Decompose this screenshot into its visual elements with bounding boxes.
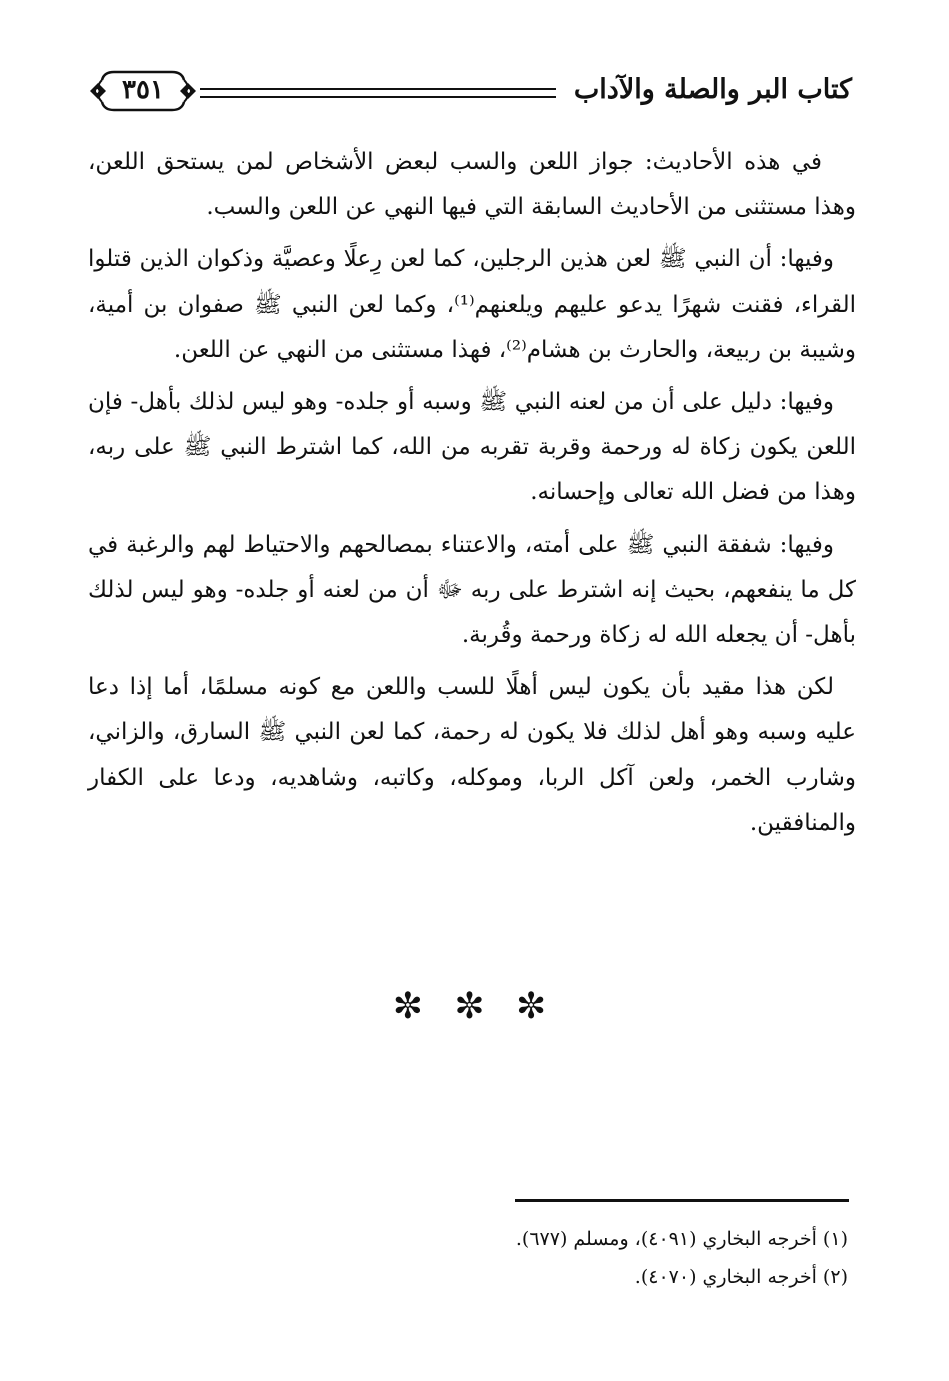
paragraph: لكن هذا مقيد بأن يكون ليس أهلًا للسب واللعن مع كونه مسلمًا، أما إذا دعا عليه وسبه وهو أهل لذلك فلا يكون له رحمة، كما لعن النبي ﷺ السارق، والزاني، وشارب الخمر، ولعن آكل الربا، وموكله، وكاتبه، وشاهديه، ودعا على الكفار والمنافقين. [88, 674, 856, 836]
paragraph: وفيها: شفقة النبي ﷺ على أمته، والاعتناء بمصالحهم والاحتياط لهم والرغبة في كل ما ينفعهم، بحيث إنه اشترط على ربه ﷻ أن من لعنه أو جلده- وهو ليس لذلك بأهل- أن يجعله الله له زكاة ورحمة وقُربة. [88, 531, 856, 649]
paragraph: في هذه الأحاديث: جواز اللعن والسب لبعض الأشخاص لمن يستحق اللعن، وهذا مستثنى من الأحاديث السابقة التي فيها النهي عن اللعن والسب. [88, 149, 856, 221]
page-number: ٣٥١ [122, 75, 164, 105]
page-number-frame [88, 64, 198, 118]
footnote: (٢) أخرجه البخاري (٤٠٧٠). [634, 1266, 848, 1288]
footnotes [88, 1220, 848, 1296]
book-title: كتاب البر والصلة والآداب [573, 74, 852, 105]
paragraph: وفيها: أن النبي ﷺ لعن هذين الرجلين، كما لعن رِعلًا وعصيَّة وذكوان الذين قتلوا القراء، فقنت شهرًا يدعو عليهم ويلعنهم⁽¹⁾، وكما لعن النبي ﷺ صفوان بن أمية، وشيبة بن ربيعة، والحارث بن هشام⁽²⁾، فهذا مستثنى من النهي عن اللعن. [88, 246, 856, 363]
main-text [88, 140, 856, 853]
paragraph: وفيها: دليل على أن من لعنه النبي ﷺ وسبه أو جلده- وهو ليس لذلك بأهل- فإن اللعن يكون زكاة له ورحمة وقربة تقربه من الله، كما اشترط النبي ﷺ على ربه، وهذا من فضل الله تعالى وإحسانه. [88, 389, 856, 506]
section-separator: ✼ ✼ ✼ [392, 986, 557, 1027]
footnote-rule [515, 1199, 849, 1202]
running-head [88, 64, 856, 118]
footnote: (١) أخرجه البخاري (٤٠٩١)، ومسلم (٦٧٧). [515, 1228, 848, 1250]
header-rule [200, 88, 556, 98]
